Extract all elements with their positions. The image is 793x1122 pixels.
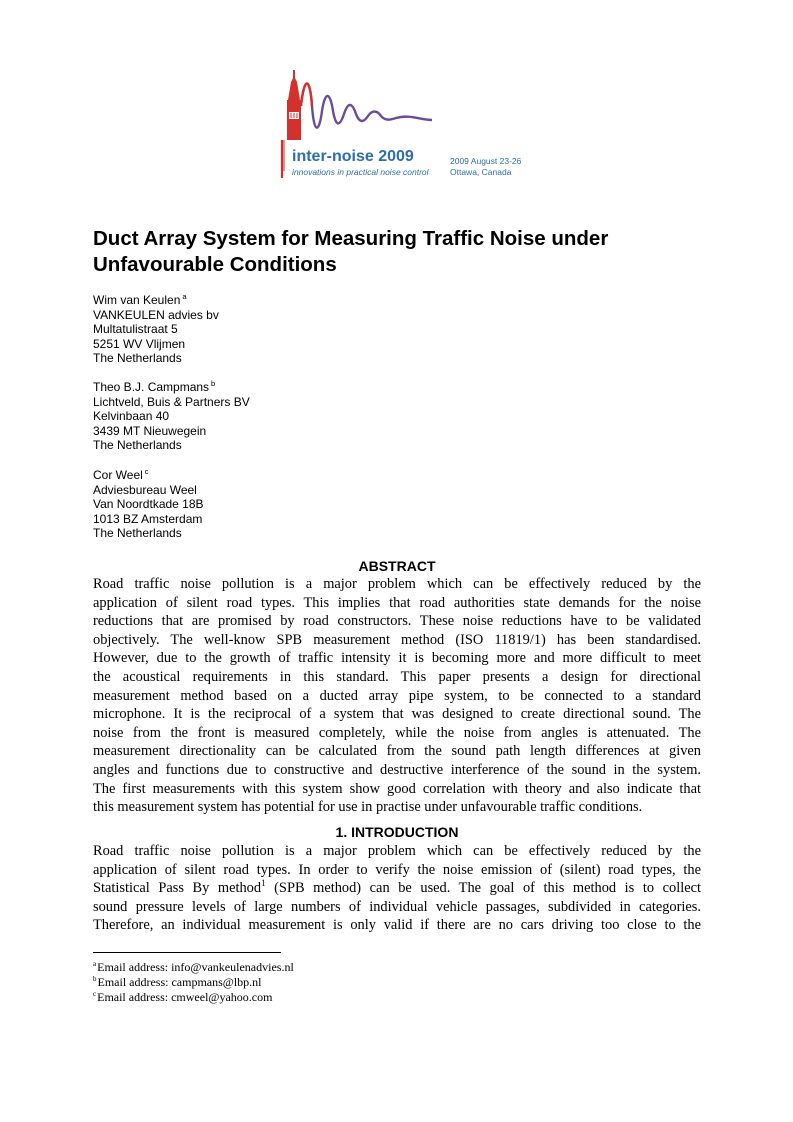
logo-place: Ottawa, Canada	[450, 167, 512, 177]
reference-mark: 1	[261, 878, 266, 889]
title-line-2: Unfavourable Conditions	[93, 253, 337, 276]
affiliation-line: The Netherlands	[93, 438, 182, 453]
intro-line-3-start: Statistical Pass By method	[93, 880, 262, 897]
author-block	[93, 468, 204, 541]
footnote-text: Email address: campmans@lbp.nl	[97, 974, 262, 989]
intro-line: Road traffic noise pollution is a major problem which can be effectively reduced by the	[93, 843, 701, 859]
footnote-mark: c	[93, 989, 97, 998]
abstract-line: Road traffic noise pollution is a major problem which can be effectively reduced by the	[93, 576, 701, 592]
affiliation-line: Lichtveld, Buis & Partners BV	[93, 394, 250, 409]
author-block	[93, 293, 219, 366]
author-name: Wim van Keulen	[93, 293, 181, 307]
author-name-line	[93, 380, 250, 395]
intro-line	[93, 879, 701, 898]
abstract-text	[93, 575, 701, 817]
author-affiliation-mark: a	[182, 292, 187, 301]
abstract-line: measurement method based on a ducted array pipe system, to be connected to a standard	[93, 687, 701, 704]
abstract-line: angles and functions due to constructive and destructive interference of the sound in the system.	[93, 761, 701, 778]
abstract-line: The first measurements with this system show good correlation with theory and also indicate that	[93, 780, 701, 797]
abstract-line: objectively. The well-know SPB measurement method (ISO 11819/1) has been standardised.	[93, 631, 701, 648]
author-name-line	[93, 468, 204, 483]
affiliation-line: Multatulistraat 5	[93, 322, 178, 337]
abstract-line: noise from the front is measured completely, while the noise from angles is attenuated. The	[93, 724, 701, 741]
footnote	[93, 960, 294, 975]
author-name: Theo B.J. Campmans	[93, 380, 210, 394]
logo-date: 2009 August 23-26	[450, 156, 522, 166]
abstract-line: reductions that are promised by road constructors. These noise reductions have to be validated	[93, 613, 701, 630]
paper-title	[93, 226, 703, 278]
abstract-line: the acoustical requirements in this standard. This paper presents a design for directional	[93, 668, 701, 685]
footnote-mark: a	[93, 960, 97, 968]
footnote-divider	[93, 952, 281, 953]
introduction-heading: 1. INTRODUCTION	[335, 824, 459, 840]
abstract-line: application of silent road types. This implies that road authorities state demands for the noise	[93, 594, 701, 611]
introduction-text	[93, 842, 701, 935]
intro-line: sound pressure levels of large numbers of individual vehicle passages, subdivided in categories.	[93, 898, 701, 915]
affiliation-line: Adviesbureau Weel	[93, 482, 197, 497]
intro-line: application of silent road types. In order to verify the noise emission of (silent) road types, the	[93, 861, 701, 878]
abstract-line: However, due to the growth of traffic intensity it is becoming more and more difficult to meet	[93, 650, 701, 667]
footnote-text: Email address: cmweel@yahoo.com	[97, 989, 273, 1004]
author-block	[93, 380, 250, 453]
footnote-mark: b	[93, 974, 97, 983]
logo-conference-name: inter-noise 2009	[292, 148, 414, 165]
affiliation-line: Kelvinbaan 40	[93, 409, 170, 424]
author-affiliation-mark: c	[144, 467, 149, 476]
footnote	[93, 975, 294, 990]
abstract-heading: ABSTRACT	[358, 558, 436, 574]
abstract-line: this measurement system has potential for use in practise under unfavourable traffic conditions.	[93, 799, 643, 816]
affiliation-line: 1013 BZ Amsterdam	[93, 511, 203, 526]
author-name-line	[93, 293, 219, 308]
conference-logo	[270, 66, 540, 184]
footnote-text: Email address: info@vankeulenadvies.nl	[97, 960, 294, 974]
affiliation-line: The Netherlands	[93, 351, 182, 366]
abstract-line: microphone. It is the reciprocal of a system that was designed to create directional sound. The	[93, 706, 701, 723]
footnote	[93, 990, 294, 1005]
footnotes	[93, 960, 294, 1004]
intro-line-3-end: (SPB method) can be used. The goal of this method is to collect	[265, 880, 701, 897]
affiliation-line: VANKEULEN advies bv	[93, 307, 219, 322]
affiliation-line: 5251 WV Vlijmen	[93, 336, 186, 351]
affiliation-line: 3439 MT Nieuwegein	[93, 423, 207, 438]
affiliation-line: Van Noordtkade 18B	[93, 497, 204, 512]
affiliation-line: The Netherlands	[93, 526, 182, 541]
title-line-1: Duct Array System for Measuring Traffic Noise under	[93, 227, 609, 250]
logo-tagline: innovations in practical noise control	[292, 167, 429, 177]
author-name: Cor Weel	[93, 468, 143, 482]
author-affiliation-mark: b	[211, 379, 216, 388]
intro-line: Therefore, an individual measurement is only valid if there are no cars driving too close to the	[93, 917, 701, 934]
abstract-line: measurement directionality can be calculated from the sound path length differences at given	[93, 743, 701, 760]
